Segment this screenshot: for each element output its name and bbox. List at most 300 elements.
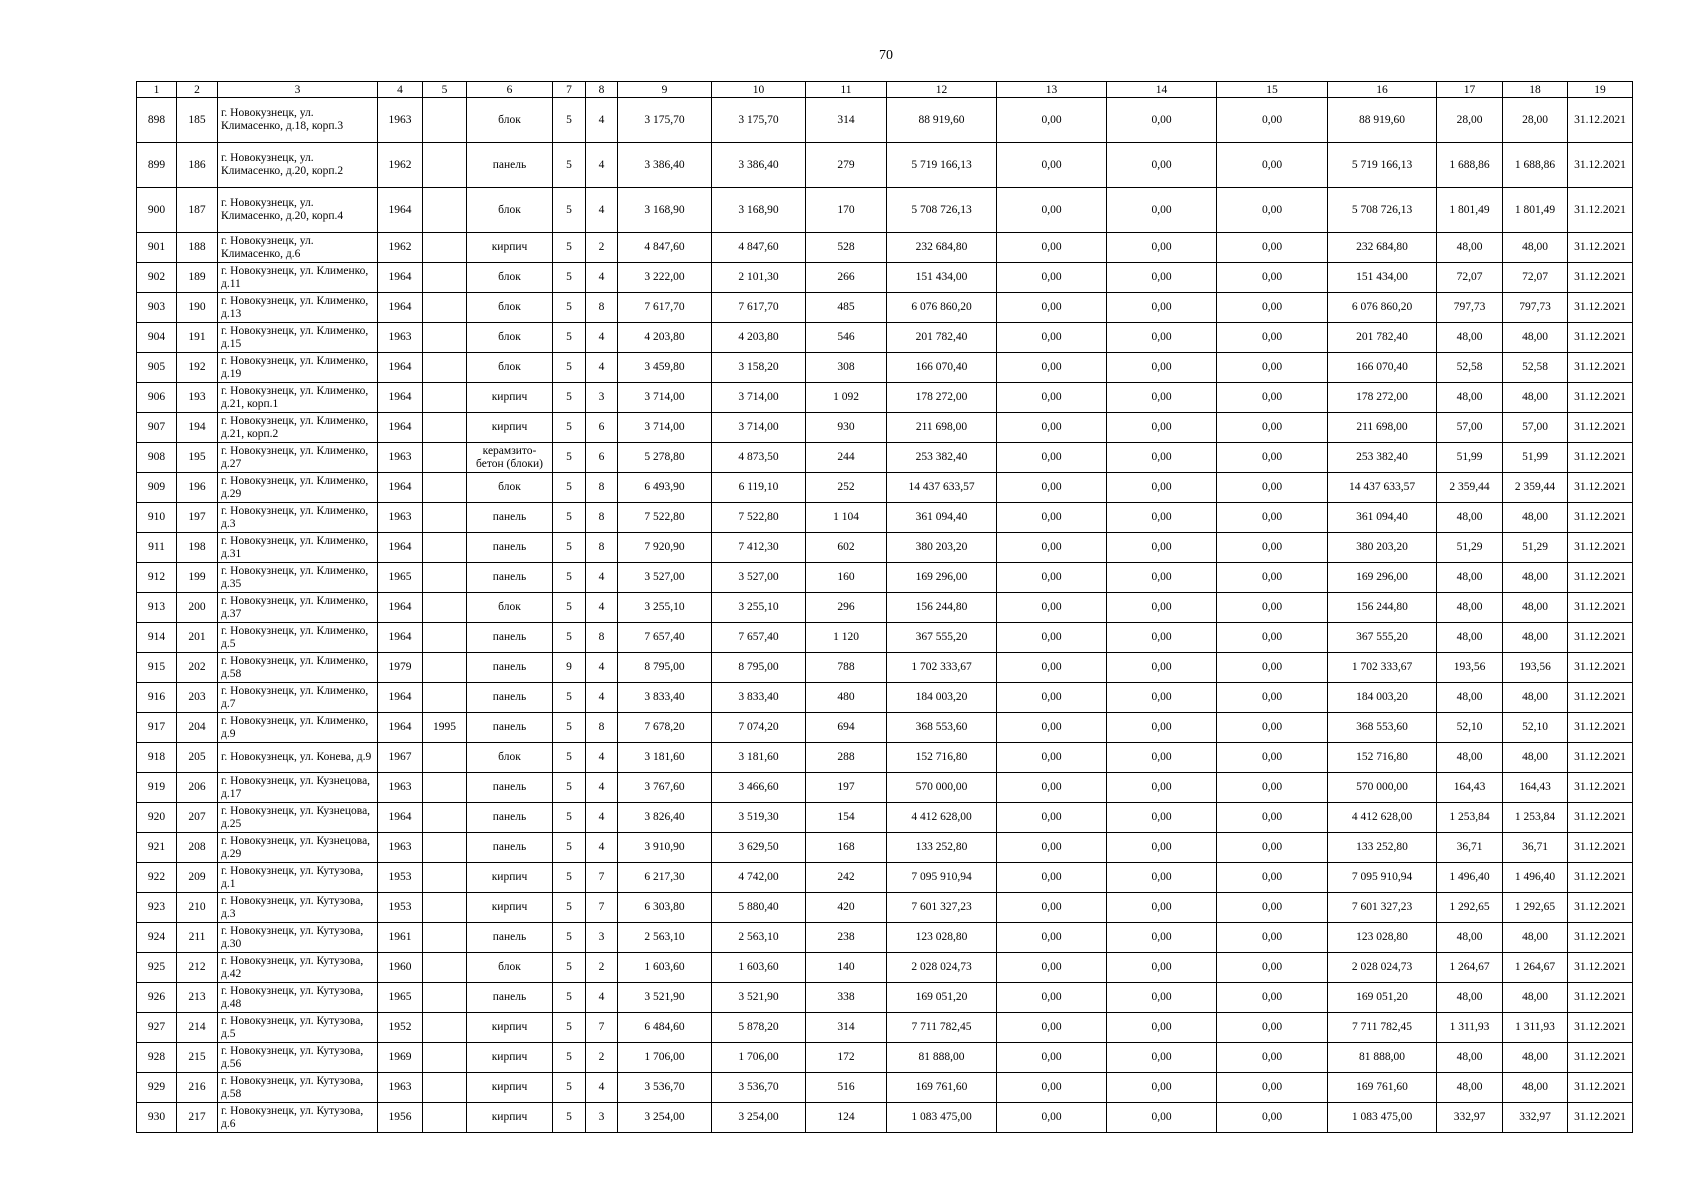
cell-col-9: 7 920,90 (618, 533, 712, 563)
column-number-1: 1 (137, 82, 177, 98)
cell-col-18: 1 311,93 (1503, 1013, 1568, 1043)
cell-col-18: 51,99 (1503, 443, 1568, 473)
cell-col-4: 1964 (378, 353, 423, 383)
cell-col-11: 124 (806, 1103, 887, 1133)
cell-col-3: г. Новокузнецк, ул. Клименко, д.9 (218, 713, 378, 743)
cell-col-2: 196 (177, 473, 218, 503)
cell-col-3: г. Новокузнецк, ул. Климасенко, д.20, корп.4 (218, 188, 378, 233)
cell-col-17: 51,29 (1437, 533, 1503, 563)
cell-col-2: 207 (177, 803, 218, 833)
cell-col-4: 1961 (378, 923, 423, 953)
cell-col-16: 88 919,60 (1328, 98, 1437, 143)
cell-col-18: 164,43 (1503, 773, 1568, 803)
cell-col-19: 31.12.2021 (1568, 233, 1633, 263)
cell-col-16: 4 412 628,00 (1328, 803, 1437, 833)
cell-col-5 (423, 563, 467, 593)
cell-col-8: 6 (586, 413, 618, 443)
cell-col-2: 217 (177, 1103, 218, 1133)
cell-col-1: 904 (137, 323, 177, 353)
cell-col-15: 0,00 (1217, 983, 1328, 1013)
cell-col-18: 797,73 (1503, 293, 1568, 323)
cell-col-10: 7 657,40 (712, 623, 806, 653)
cell-col-3: г. Новокузнецк, ул. Кутузова, д.6 (218, 1103, 378, 1133)
cell-col-18: 1 253,84 (1503, 803, 1568, 833)
cell-col-8: 3 (586, 383, 618, 413)
cell-col-2: 211 (177, 923, 218, 953)
cell-col-9: 3 714,00 (618, 383, 712, 413)
cell-col-4: 1962 (378, 233, 423, 263)
cell-col-4: 1963 (378, 323, 423, 353)
table-row (137, 98, 1633, 143)
cell-col-8: 4 (586, 833, 618, 863)
cell-col-12: 166 070,40 (887, 353, 997, 383)
cell-col-14: 0,00 (1107, 833, 1217, 863)
cell-col-6: блок (467, 473, 553, 503)
cell-col-17: 1 264,67 (1437, 953, 1503, 983)
cell-col-14: 0,00 (1107, 1043, 1217, 1073)
cell-col-9: 7 617,70 (618, 293, 712, 323)
cell-col-15: 0,00 (1217, 713, 1328, 743)
cell-col-19: 31.12.2021 (1568, 1043, 1633, 1073)
table-row (137, 593, 1633, 623)
cell-col-8: 4 (586, 653, 618, 683)
cell-col-12: 5 708 726,13 (887, 188, 997, 233)
cell-col-3: г. Новокузнецк, ул. Клименко, д.19 (218, 353, 378, 383)
cell-col-10: 3 519,30 (712, 803, 806, 833)
cell-col-9: 3 222,00 (618, 263, 712, 293)
cell-col-5 (423, 98, 467, 143)
cell-col-13: 0,00 (997, 773, 1107, 803)
cell-col-10: 4 873,50 (712, 443, 806, 473)
cell-col-15: 0,00 (1217, 473, 1328, 503)
column-number-row (137, 82, 1633, 98)
cell-col-15: 0,00 (1217, 893, 1328, 923)
cell-col-9: 3 714,00 (618, 413, 712, 443)
cell-col-13: 0,00 (997, 293, 1107, 323)
cell-col-18: 51,29 (1503, 533, 1568, 563)
cell-col-7: 5 (553, 1103, 586, 1133)
cell-col-14: 0,00 (1107, 773, 1217, 803)
cell-col-1: 922 (137, 863, 177, 893)
cell-col-5 (423, 443, 467, 473)
cell-col-8: 7 (586, 1013, 618, 1043)
cell-col-16: 14 437 633,57 (1328, 473, 1437, 503)
cell-col-17: 48,00 (1437, 683, 1503, 713)
cell-col-14: 0,00 (1107, 803, 1217, 833)
cell-col-19: 31.12.2021 (1568, 863, 1633, 893)
cell-col-16: 6 076 860,20 (1328, 293, 1437, 323)
column-number-13: 13 (997, 82, 1107, 98)
cell-col-10: 3 629,50 (712, 833, 806, 863)
cell-col-9: 3 255,10 (618, 593, 712, 623)
cell-col-18: 48,00 (1503, 233, 1568, 263)
cell-col-10: 3 833,40 (712, 683, 806, 713)
cell-col-12: 169 296,00 (887, 563, 997, 593)
cell-col-6: блок (467, 98, 553, 143)
cell-col-15: 0,00 (1217, 683, 1328, 713)
cell-col-12: 169 761,60 (887, 1073, 997, 1103)
page-number: 70 (879, 48, 893, 63)
cell-col-13: 0,00 (997, 743, 1107, 773)
cell-col-17: 57,00 (1437, 413, 1503, 443)
cell-col-7: 5 (553, 383, 586, 413)
cell-col-19: 31.12.2021 (1568, 323, 1633, 353)
cell-col-6: кирпич (467, 1103, 553, 1133)
cell-col-7: 5 (553, 503, 586, 533)
column-number-19: 19 (1568, 82, 1633, 98)
cell-col-3: г. Новокузнецк, ул. Клименко, д.35 (218, 563, 378, 593)
cell-col-3: г. Новокузнецк, ул. Клименко, д.7 (218, 683, 378, 713)
cell-col-11: 338 (806, 983, 887, 1013)
column-number-18: 18 (1503, 82, 1568, 98)
cell-col-6: кирпич (467, 413, 553, 443)
cell-col-6: керамзито-бетон (блоки) (467, 443, 553, 473)
cell-col-19: 31.12.2021 (1568, 743, 1633, 773)
cell-col-10: 5 878,20 (712, 1013, 806, 1043)
cell-col-16: 1 083 475,00 (1328, 1103, 1437, 1133)
cell-col-8: 8 (586, 713, 618, 743)
cell-col-10: 3 527,00 (712, 563, 806, 593)
cell-col-16: 367 555,20 (1328, 623, 1437, 653)
cell-col-19: 31.12.2021 (1568, 683, 1633, 713)
cell-col-9: 3 254,00 (618, 1103, 712, 1133)
table-row (137, 743, 1633, 773)
cell-col-17: 2 359,44 (1437, 473, 1503, 503)
cell-col-5 (423, 953, 467, 983)
cell-col-14: 0,00 (1107, 533, 1217, 563)
column-number-2: 2 (177, 82, 218, 98)
cell-col-13: 0,00 (997, 143, 1107, 188)
cell-col-7: 5 (553, 98, 586, 143)
cell-col-5 (423, 773, 467, 803)
cell-col-12: 211 698,00 (887, 413, 997, 443)
cell-col-1: 907 (137, 413, 177, 443)
cell-col-11: 694 (806, 713, 887, 743)
cell-col-4: 1963 (378, 1073, 423, 1103)
cell-col-3: г. Новокузнецк, ул. Кузнецова, д.17 (218, 773, 378, 803)
cell-col-7: 5 (553, 473, 586, 503)
cell-col-7: 5 (553, 1013, 586, 1043)
cell-col-2: 188 (177, 233, 218, 263)
cell-col-8: 2 (586, 233, 618, 263)
cell-col-6: панель (467, 143, 553, 188)
cell-col-17: 164,43 (1437, 773, 1503, 803)
cell-col-13: 0,00 (997, 623, 1107, 653)
cell-col-14: 0,00 (1107, 983, 1217, 1013)
cell-col-7: 5 (553, 863, 586, 893)
cell-col-5 (423, 323, 467, 353)
cell-col-5 (423, 533, 467, 563)
cell-col-14: 0,00 (1107, 713, 1217, 743)
cell-col-10: 1 603,60 (712, 953, 806, 983)
cell-col-15: 0,00 (1217, 923, 1328, 953)
cell-col-13: 0,00 (997, 413, 1107, 443)
cell-col-11: 1 104 (806, 503, 887, 533)
table-row (137, 263, 1633, 293)
cell-col-2: 185 (177, 98, 218, 143)
cell-col-12: 81 888,00 (887, 1043, 997, 1073)
cell-col-10: 3 714,00 (712, 413, 806, 443)
cell-col-16: 570 000,00 (1328, 773, 1437, 803)
cell-col-4: 1969 (378, 1043, 423, 1073)
cell-col-19: 31.12.2021 (1568, 713, 1633, 743)
cell-col-14: 0,00 (1107, 563, 1217, 593)
cell-col-16: 7 711 782,45 (1328, 1013, 1437, 1043)
cell-col-12: 123 028,80 (887, 923, 997, 953)
cell-col-18: 1 496,40 (1503, 863, 1568, 893)
cell-col-3: г. Новокузнецк, ул. Клименко, д.27 (218, 443, 378, 473)
cell-col-3: г. Новокузнецк, ул. Клименко, д.15 (218, 323, 378, 353)
cell-col-19: 31.12.2021 (1568, 293, 1633, 323)
cell-col-17: 48,00 (1437, 743, 1503, 773)
cell-col-4: 1964 (378, 593, 423, 623)
cell-col-14: 0,00 (1107, 653, 1217, 683)
cell-col-19: 31.12.2021 (1568, 1013, 1633, 1043)
cell-col-6: блок (467, 263, 553, 293)
cell-col-9: 6 484,60 (618, 1013, 712, 1043)
cell-col-18: 1 801,49 (1503, 188, 1568, 233)
cell-col-1: 902 (137, 263, 177, 293)
cell-col-3: г. Новокузнецк, ул. Клименко, д.5 (218, 623, 378, 653)
cell-col-15: 0,00 (1217, 863, 1328, 893)
cell-col-18: 48,00 (1503, 563, 1568, 593)
cell-col-7: 5 (553, 593, 586, 623)
cell-col-15: 0,00 (1217, 503, 1328, 533)
cell-col-3: г. Новокузнецк, ул. Кузнецова, д.29 (218, 833, 378, 863)
cell-col-11: 602 (806, 533, 887, 563)
cell-col-9: 1 706,00 (618, 1043, 712, 1073)
cell-col-3: г. Новокузнецк, ул. Климасенко, д.20, корп.2 (218, 143, 378, 188)
cell-col-17: 48,00 (1437, 1073, 1503, 1103)
cell-col-10: 3 255,10 (712, 593, 806, 623)
cell-col-17: 48,00 (1437, 233, 1503, 263)
cell-col-17: 48,00 (1437, 983, 1503, 1013)
cell-col-12: 368 553,60 (887, 713, 997, 743)
cell-col-1: 920 (137, 803, 177, 833)
cell-col-11: 252 (806, 473, 887, 503)
cell-col-17: 51,99 (1437, 443, 1503, 473)
cell-col-1: 921 (137, 833, 177, 863)
cell-col-19: 31.12.2021 (1568, 893, 1633, 923)
cell-col-11: 170 (806, 188, 887, 233)
cell-col-9: 3 459,80 (618, 353, 712, 383)
cell-col-2: 190 (177, 293, 218, 323)
table-row (137, 773, 1633, 803)
cell-col-1: 930 (137, 1103, 177, 1133)
cell-col-5 (423, 743, 467, 773)
cell-col-17: 1 292,65 (1437, 893, 1503, 923)
table-row (137, 233, 1633, 263)
cell-col-8: 2 (586, 1043, 618, 1073)
cell-col-4: 1964 (378, 293, 423, 323)
cell-col-16: 368 553,60 (1328, 713, 1437, 743)
cell-col-16: 123 028,80 (1328, 923, 1437, 953)
cell-col-13: 0,00 (997, 353, 1107, 383)
cell-col-2: 200 (177, 593, 218, 623)
cell-col-11: 528 (806, 233, 887, 263)
cell-col-19: 31.12.2021 (1568, 413, 1633, 443)
cell-col-13: 0,00 (997, 383, 1107, 413)
cell-col-9: 3 910,90 (618, 833, 712, 863)
cell-col-12: 361 094,40 (887, 503, 997, 533)
cell-col-4: 1979 (378, 653, 423, 683)
cell-col-15: 0,00 (1217, 443, 1328, 473)
cell-col-9: 3 536,70 (618, 1073, 712, 1103)
cell-col-14: 0,00 (1107, 683, 1217, 713)
cell-col-18: 48,00 (1503, 593, 1568, 623)
table-row (137, 503, 1633, 533)
cell-col-6: панель (467, 803, 553, 833)
column-number-17: 17 (1437, 82, 1503, 98)
cell-col-15: 0,00 (1217, 98, 1328, 143)
cell-col-11: 516 (806, 1073, 887, 1103)
cell-col-18: 48,00 (1503, 743, 1568, 773)
cell-col-6: блок (467, 323, 553, 353)
cell-col-17: 48,00 (1437, 563, 1503, 593)
cell-col-19: 31.12.2021 (1568, 773, 1633, 803)
cell-col-6: панель (467, 683, 553, 713)
cell-col-4: 1964 (378, 188, 423, 233)
cell-col-10: 3 466,60 (712, 773, 806, 803)
cell-col-17: 36,71 (1437, 833, 1503, 863)
cell-col-17: 48,00 (1437, 323, 1503, 353)
cell-col-16: 169 051,20 (1328, 983, 1437, 1013)
cell-col-16: 7 095 910,94 (1328, 863, 1437, 893)
table-row (137, 893, 1633, 923)
cell-col-9: 7 657,40 (618, 623, 712, 653)
cell-col-2: 209 (177, 863, 218, 893)
table-row (137, 953, 1633, 983)
cell-col-12: 152 716,80 (887, 743, 997, 773)
table-row (137, 563, 1633, 593)
cell-col-9: 5 278,80 (618, 443, 712, 473)
cell-col-5 (423, 293, 467, 323)
cell-col-10: 7 074,20 (712, 713, 806, 743)
cell-col-11: 546 (806, 323, 887, 353)
cell-col-8: 4 (586, 1073, 618, 1103)
cell-col-6: блок (467, 293, 553, 323)
cell-col-18: 48,00 (1503, 323, 1568, 353)
cell-col-19: 31.12.2021 (1568, 473, 1633, 503)
cell-col-11: 160 (806, 563, 887, 593)
cell-col-1: 929 (137, 1073, 177, 1103)
cell-col-17: 1 801,49 (1437, 188, 1503, 233)
cell-col-11: 168 (806, 833, 887, 863)
cell-col-14: 0,00 (1107, 593, 1217, 623)
cell-col-15: 0,00 (1217, 803, 1328, 833)
cell-col-3: г. Новокузнецк, ул. Климасенко, д.18, корп.3 (218, 98, 378, 143)
cell-col-8: 2 (586, 953, 618, 983)
cell-col-11: 140 (806, 953, 887, 983)
cell-col-6: блок (467, 188, 553, 233)
cell-col-18: 72,07 (1503, 263, 1568, 293)
cell-col-11: 244 (806, 443, 887, 473)
cell-col-4: 1963 (378, 833, 423, 863)
cell-col-7: 5 (553, 623, 586, 653)
cell-col-7: 5 (553, 713, 586, 743)
cell-col-7: 5 (553, 923, 586, 953)
cell-col-2: 208 (177, 833, 218, 863)
cell-col-16: 166 070,40 (1328, 353, 1437, 383)
cell-col-13: 0,00 (997, 188, 1107, 233)
cell-col-1: 908 (137, 443, 177, 473)
cell-col-8: 4 (586, 803, 618, 833)
cell-col-1: 899 (137, 143, 177, 188)
table-row (137, 623, 1633, 653)
table-row (137, 188, 1633, 233)
cell-col-15: 0,00 (1217, 263, 1328, 293)
column-number-16: 16 (1328, 82, 1437, 98)
cell-col-12: 2 028 024,73 (887, 953, 997, 983)
cell-col-13: 0,00 (997, 803, 1107, 833)
cell-col-18: 48,00 (1503, 623, 1568, 653)
cell-col-11: 1 092 (806, 383, 887, 413)
table-row (137, 533, 1633, 563)
cell-col-1: 924 (137, 923, 177, 953)
cell-col-18: 2 359,44 (1503, 473, 1568, 503)
cell-col-12: 133 252,80 (887, 833, 997, 863)
cell-col-2: 189 (177, 263, 218, 293)
cell-col-3: г. Новокузнецк, ул. Клименко, д.31 (218, 533, 378, 563)
cell-col-4: 1964 (378, 803, 423, 833)
cell-col-13: 0,00 (997, 593, 1107, 623)
cell-col-14: 0,00 (1107, 743, 1217, 773)
cell-col-15: 0,00 (1217, 188, 1328, 233)
cell-col-18: 1 688,86 (1503, 143, 1568, 188)
cell-col-2: 192 (177, 353, 218, 383)
cell-col-16: 201 782,40 (1328, 323, 1437, 353)
cell-col-15: 0,00 (1217, 1013, 1328, 1043)
cell-col-15: 0,00 (1217, 593, 1328, 623)
cell-col-11: 154 (806, 803, 887, 833)
cell-col-5 (423, 1013, 467, 1043)
cell-col-9: 3 168,90 (618, 188, 712, 233)
cell-col-15: 0,00 (1217, 833, 1328, 863)
cell-col-2: 197 (177, 503, 218, 533)
cell-col-17: 28,00 (1437, 98, 1503, 143)
cell-col-15: 0,00 (1217, 1043, 1328, 1073)
cell-col-11: 420 (806, 893, 887, 923)
cell-col-17: 48,00 (1437, 623, 1503, 653)
cell-col-19: 31.12.2021 (1568, 383, 1633, 413)
cell-col-18: 48,00 (1503, 503, 1568, 533)
cell-col-8: 4 (586, 773, 618, 803)
cell-col-5 (423, 143, 467, 188)
cell-col-18: 48,00 (1503, 383, 1568, 413)
cell-col-12: 156 244,80 (887, 593, 997, 623)
table-row (137, 293, 1633, 323)
cell-col-14: 0,00 (1107, 233, 1217, 263)
cell-col-16: 2 028 024,73 (1328, 953, 1437, 983)
cell-col-5 (423, 833, 467, 863)
cell-col-4: 1964 (378, 533, 423, 563)
cell-col-5 (423, 923, 467, 953)
cell-col-10: 7 617,70 (712, 293, 806, 323)
cell-col-6: кирпич (467, 1013, 553, 1043)
cell-col-8: 8 (586, 533, 618, 563)
cell-col-4: 1963 (378, 503, 423, 533)
cell-col-4: 1964 (378, 473, 423, 503)
cell-col-9: 8 795,00 (618, 653, 712, 683)
cell-col-15: 0,00 (1217, 383, 1328, 413)
cell-col-9: 7 522,80 (618, 503, 712, 533)
cell-col-5 (423, 803, 467, 833)
cell-col-18: 48,00 (1503, 1073, 1568, 1103)
cell-col-3: г. Новокузнецк, ул. Клименко, д.13 (218, 293, 378, 323)
cell-col-4: 1963 (378, 443, 423, 473)
cell-col-11: 197 (806, 773, 887, 803)
table-row (137, 863, 1633, 893)
